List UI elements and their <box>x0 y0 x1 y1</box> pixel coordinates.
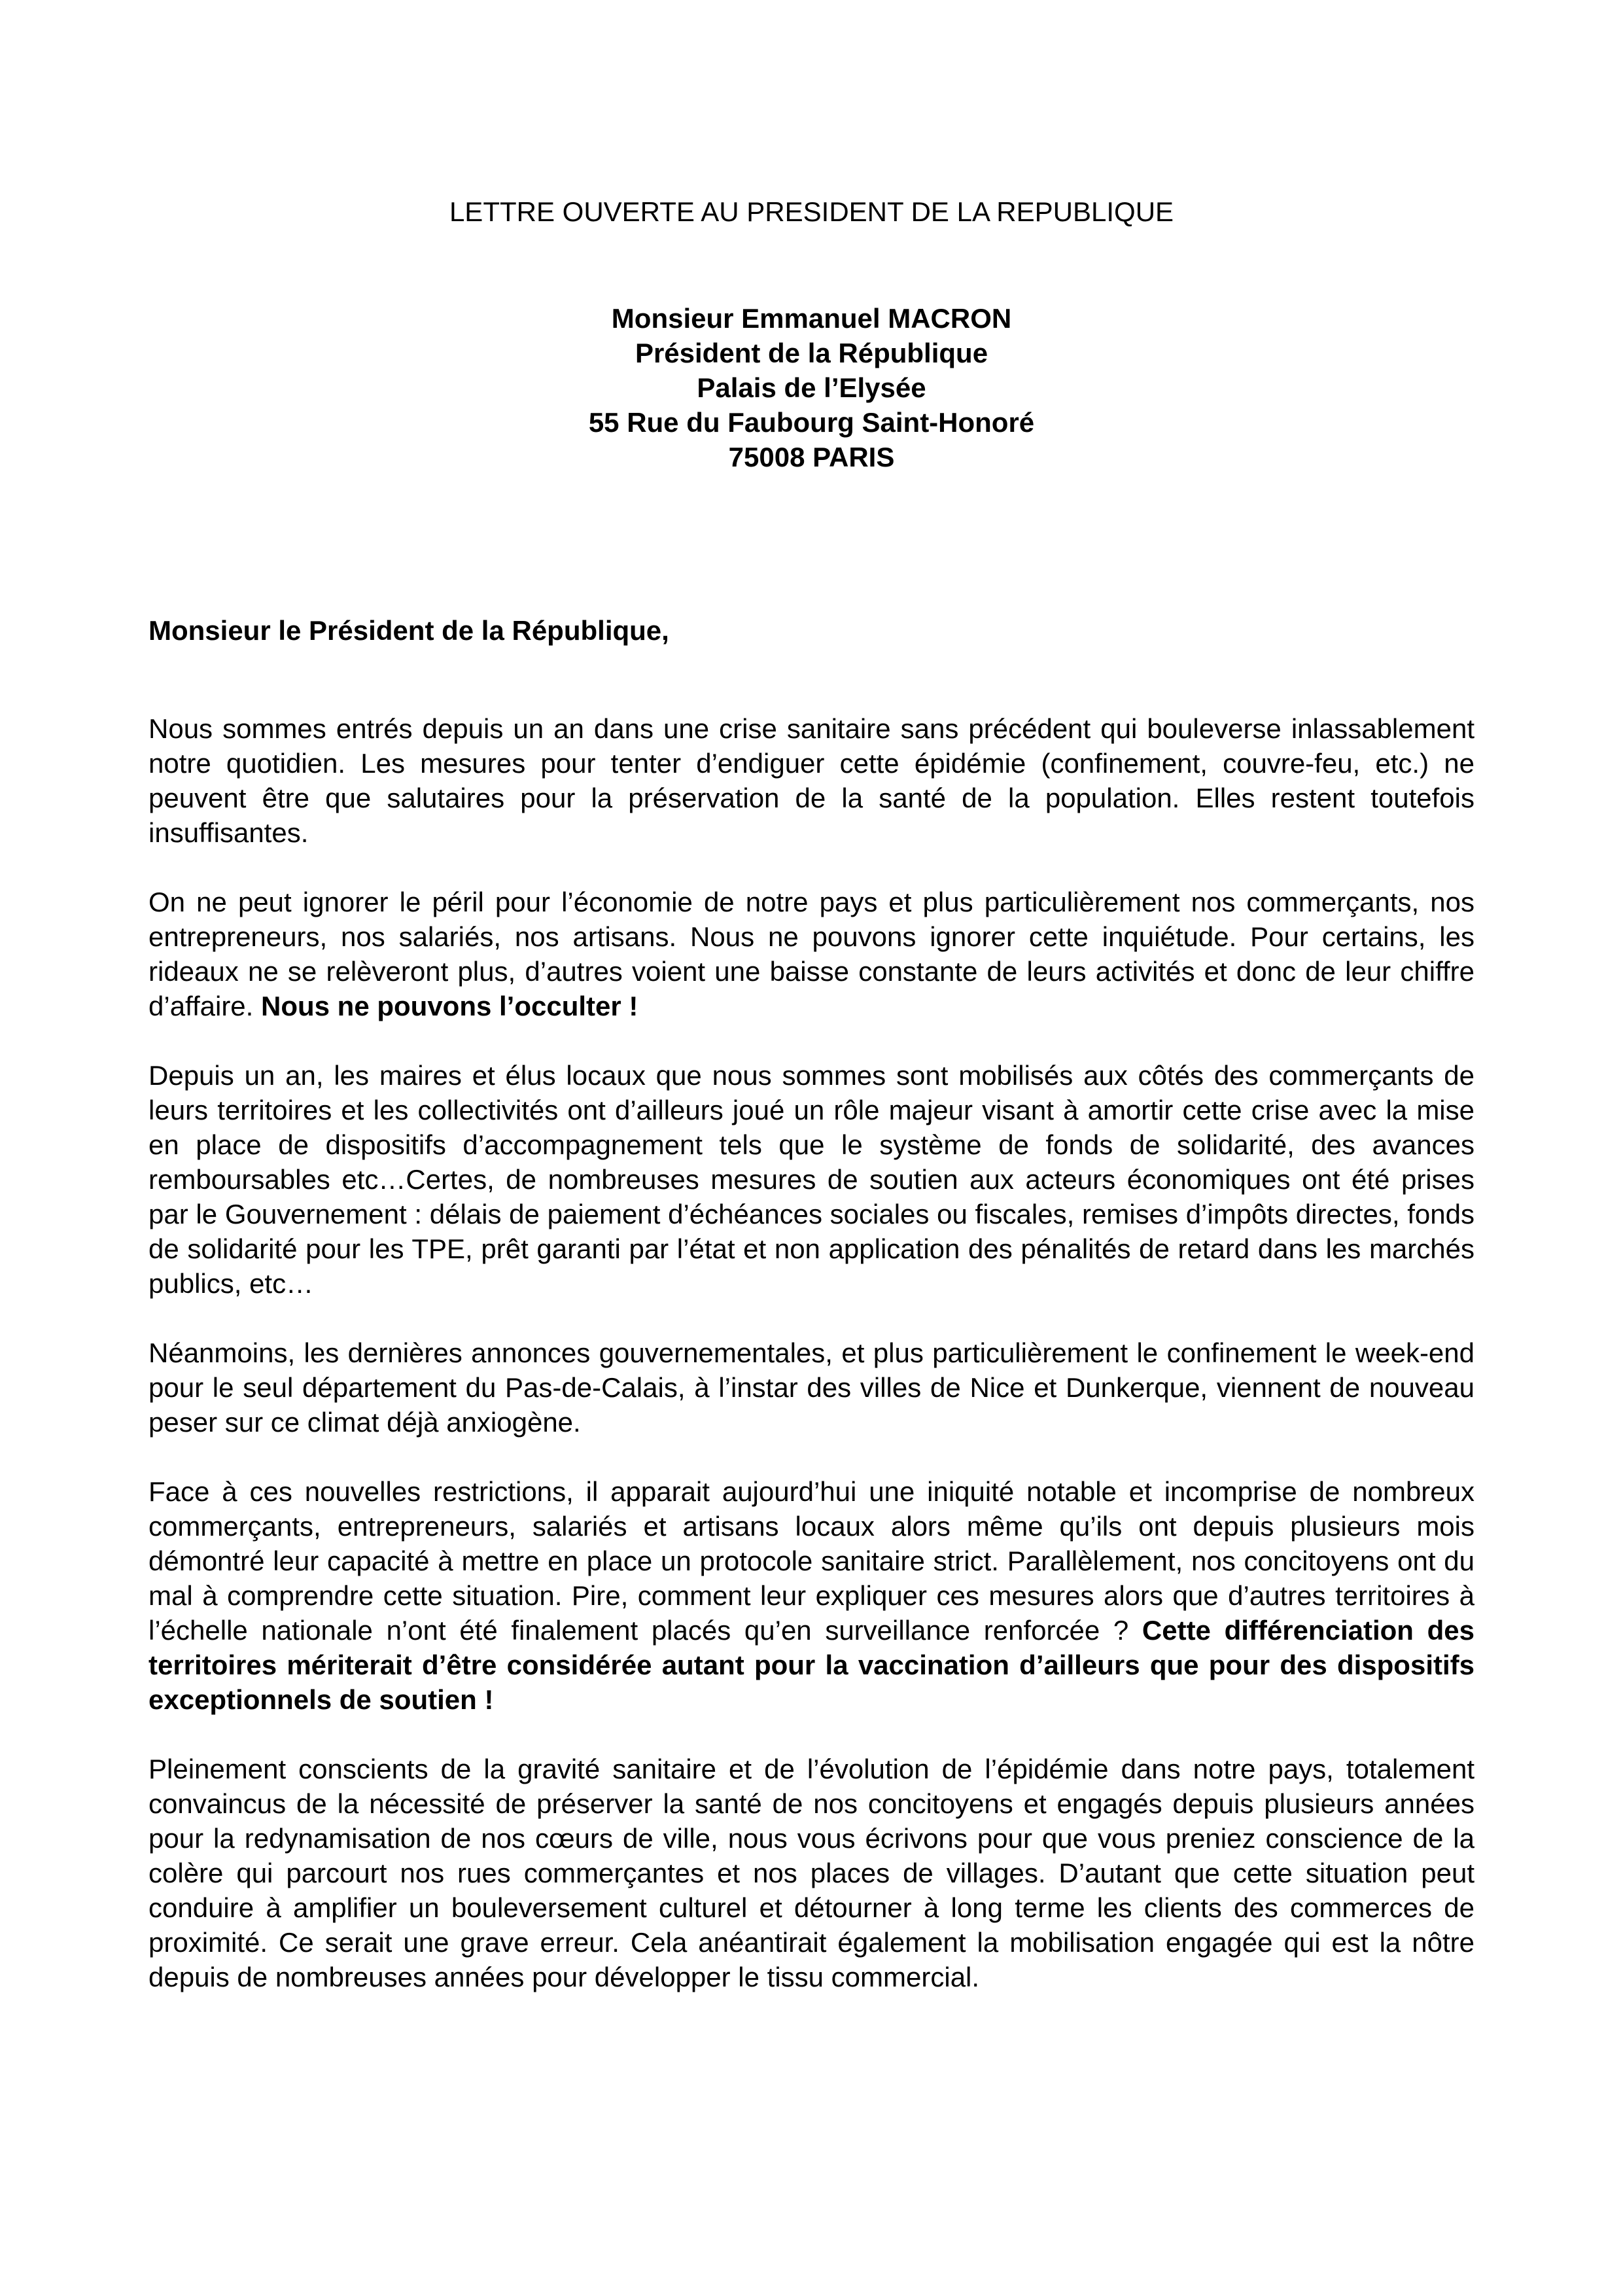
paragraph-4 <box>148 1335 1475 1439</box>
paragraph-text: On ne peut ignorer le péril pour l’économie de notre pays et plus particulièrement nos commerçants, nos entrepreneurs, nos salariés, nos artisans. Nous ne pouvons ignorer cette inquiétude. Pour certains, les rideaux ne se relèveront plus, d’autres voient une baisse constante de leurs activités et donc de leur chiffre d’affaire. <box>148 887 1475 1021</box>
paragraph-3 <box>148 1058 1475 1301</box>
addressee-name: Monsieur Emmanuel MACRON <box>611 303 1012 334</box>
paragraph-text: Face à ces nouvelles restrictions, il apparait aujourd’hui une iniquité notable et incomprise de nombreux commerçants, entrepreneurs, salariés et artisans locaux alors même qu’ils ont depuis plusieurs mois démontré leur capacité à mettre en place un protocole sanitaire strict. Parallèlement, nos concitoyens ont du mal à comprendre cette situation. Pire, comment leur expliquer ces mesures alors que d’autres territoires à l’échelle nationale n’ont été finalement placés qu’en surveillance renforcée ? <box>148 1476 1475 1646</box>
paragraph-1 <box>148 711 1475 850</box>
paragraph-5 <box>148 1474 1475 1717</box>
paragraph-text: Néanmoins, les dernières annonces gouvernementales, et plus particulièrement le confinement le week-end pour le seul département du Pas-de-Calais, à l’instar des villes de Nice et Dunkerque, viennent de nouveau peser sur ce climat déjà anxiogène. <box>148 1337 1475 1438</box>
paragraph-text: Depuis un an, les maires et élus locaux que nous sommes sont mobilisés aux côtés des commerçants de leurs territoires et les collectivités ont d’ailleurs joué un rôle majeur visant à amortir cette crise avec la mise en place de dispositifs d’accompagnement tels que le système de fonds de solidarité, des avances remboursables etc…Certes, de nombreuses mesures de soutien aux acteurs économiques ont été prises par le Gouvernement : délais de paiement d’échéances sociales ou fiscales, remises d’impôts directes, fonds de solidarité pour les TPE, prêt garanti par l’état et non application des pénalités de retard dans les marchés publics, etc… <box>148 1060 1475 1299</box>
addressee-function: Président de la République <box>635 338 988 368</box>
addressee-street: 55 Rue du Faubourg Saint-Honoré <box>588 407 1035 438</box>
paragraph-emphasis: Nous ne pouvons l’occulter ! <box>261 991 638 1021</box>
addressee-place: Palais de l’Elysée <box>697 372 926 403</box>
paragraph-emphasis: Cette différenciation des territoires mériterait d’être considérée autant pour la vaccination d’ailleurs que pour des dispositifs exceptionnels de soutien ! <box>148 1615 1475 1715</box>
paragraph-text: Nous sommes entrés depuis un an dans une crise sanitaire sans précédent qui bouleverse inlassablement notre quotidien. Les mesures pour tenter d’endiguer cette épidémie (confinement, couvre-feu, etc.) ne peuvent être que salutaires pour la préservation de la santé de la population. Elles restent toutefois insuffisantes. <box>148 713 1475 848</box>
salutation: Monsieur le Président de la République, <box>148 615 669 646</box>
paragraph-2 <box>148 885 1475 1023</box>
addressee-block <box>0 301 1623 474</box>
letter-body <box>148 711 1475 2029</box>
paragraph-6 <box>148 1752 1475 1994</box>
addressee-city: 75008 PARIS <box>728 442 895 472</box>
paragraph-text: Pleinement conscients de la gravité sanitaire et de l’évolution de l’épidémie dans notre pays, totalement convaincus de la nécessité de préserver la santé de nos concitoyens et engagés depuis plusieurs années pour la redynamisation de nos cœurs de ville, nous vous écrivons pour que vous preniez conscience de la colère qui parcourt nos rues commerçantes et nos places de villages. D’autant que cette situation peut conduire à amplifier un bouleversement culturel et détourner à long terme les clients des commerces de proximité. Ce serait une grave erreur. Cela anéantirait également la mobilisation engagée qui est la nôtre depuis de nombreuses années pour développer le tissu commercial. <box>148 1754 1475 1992</box>
letter-title: LETTRE OUVERTE AU PRESIDENT DE LA REPUBLIQUE <box>449 196 1174 227</box>
